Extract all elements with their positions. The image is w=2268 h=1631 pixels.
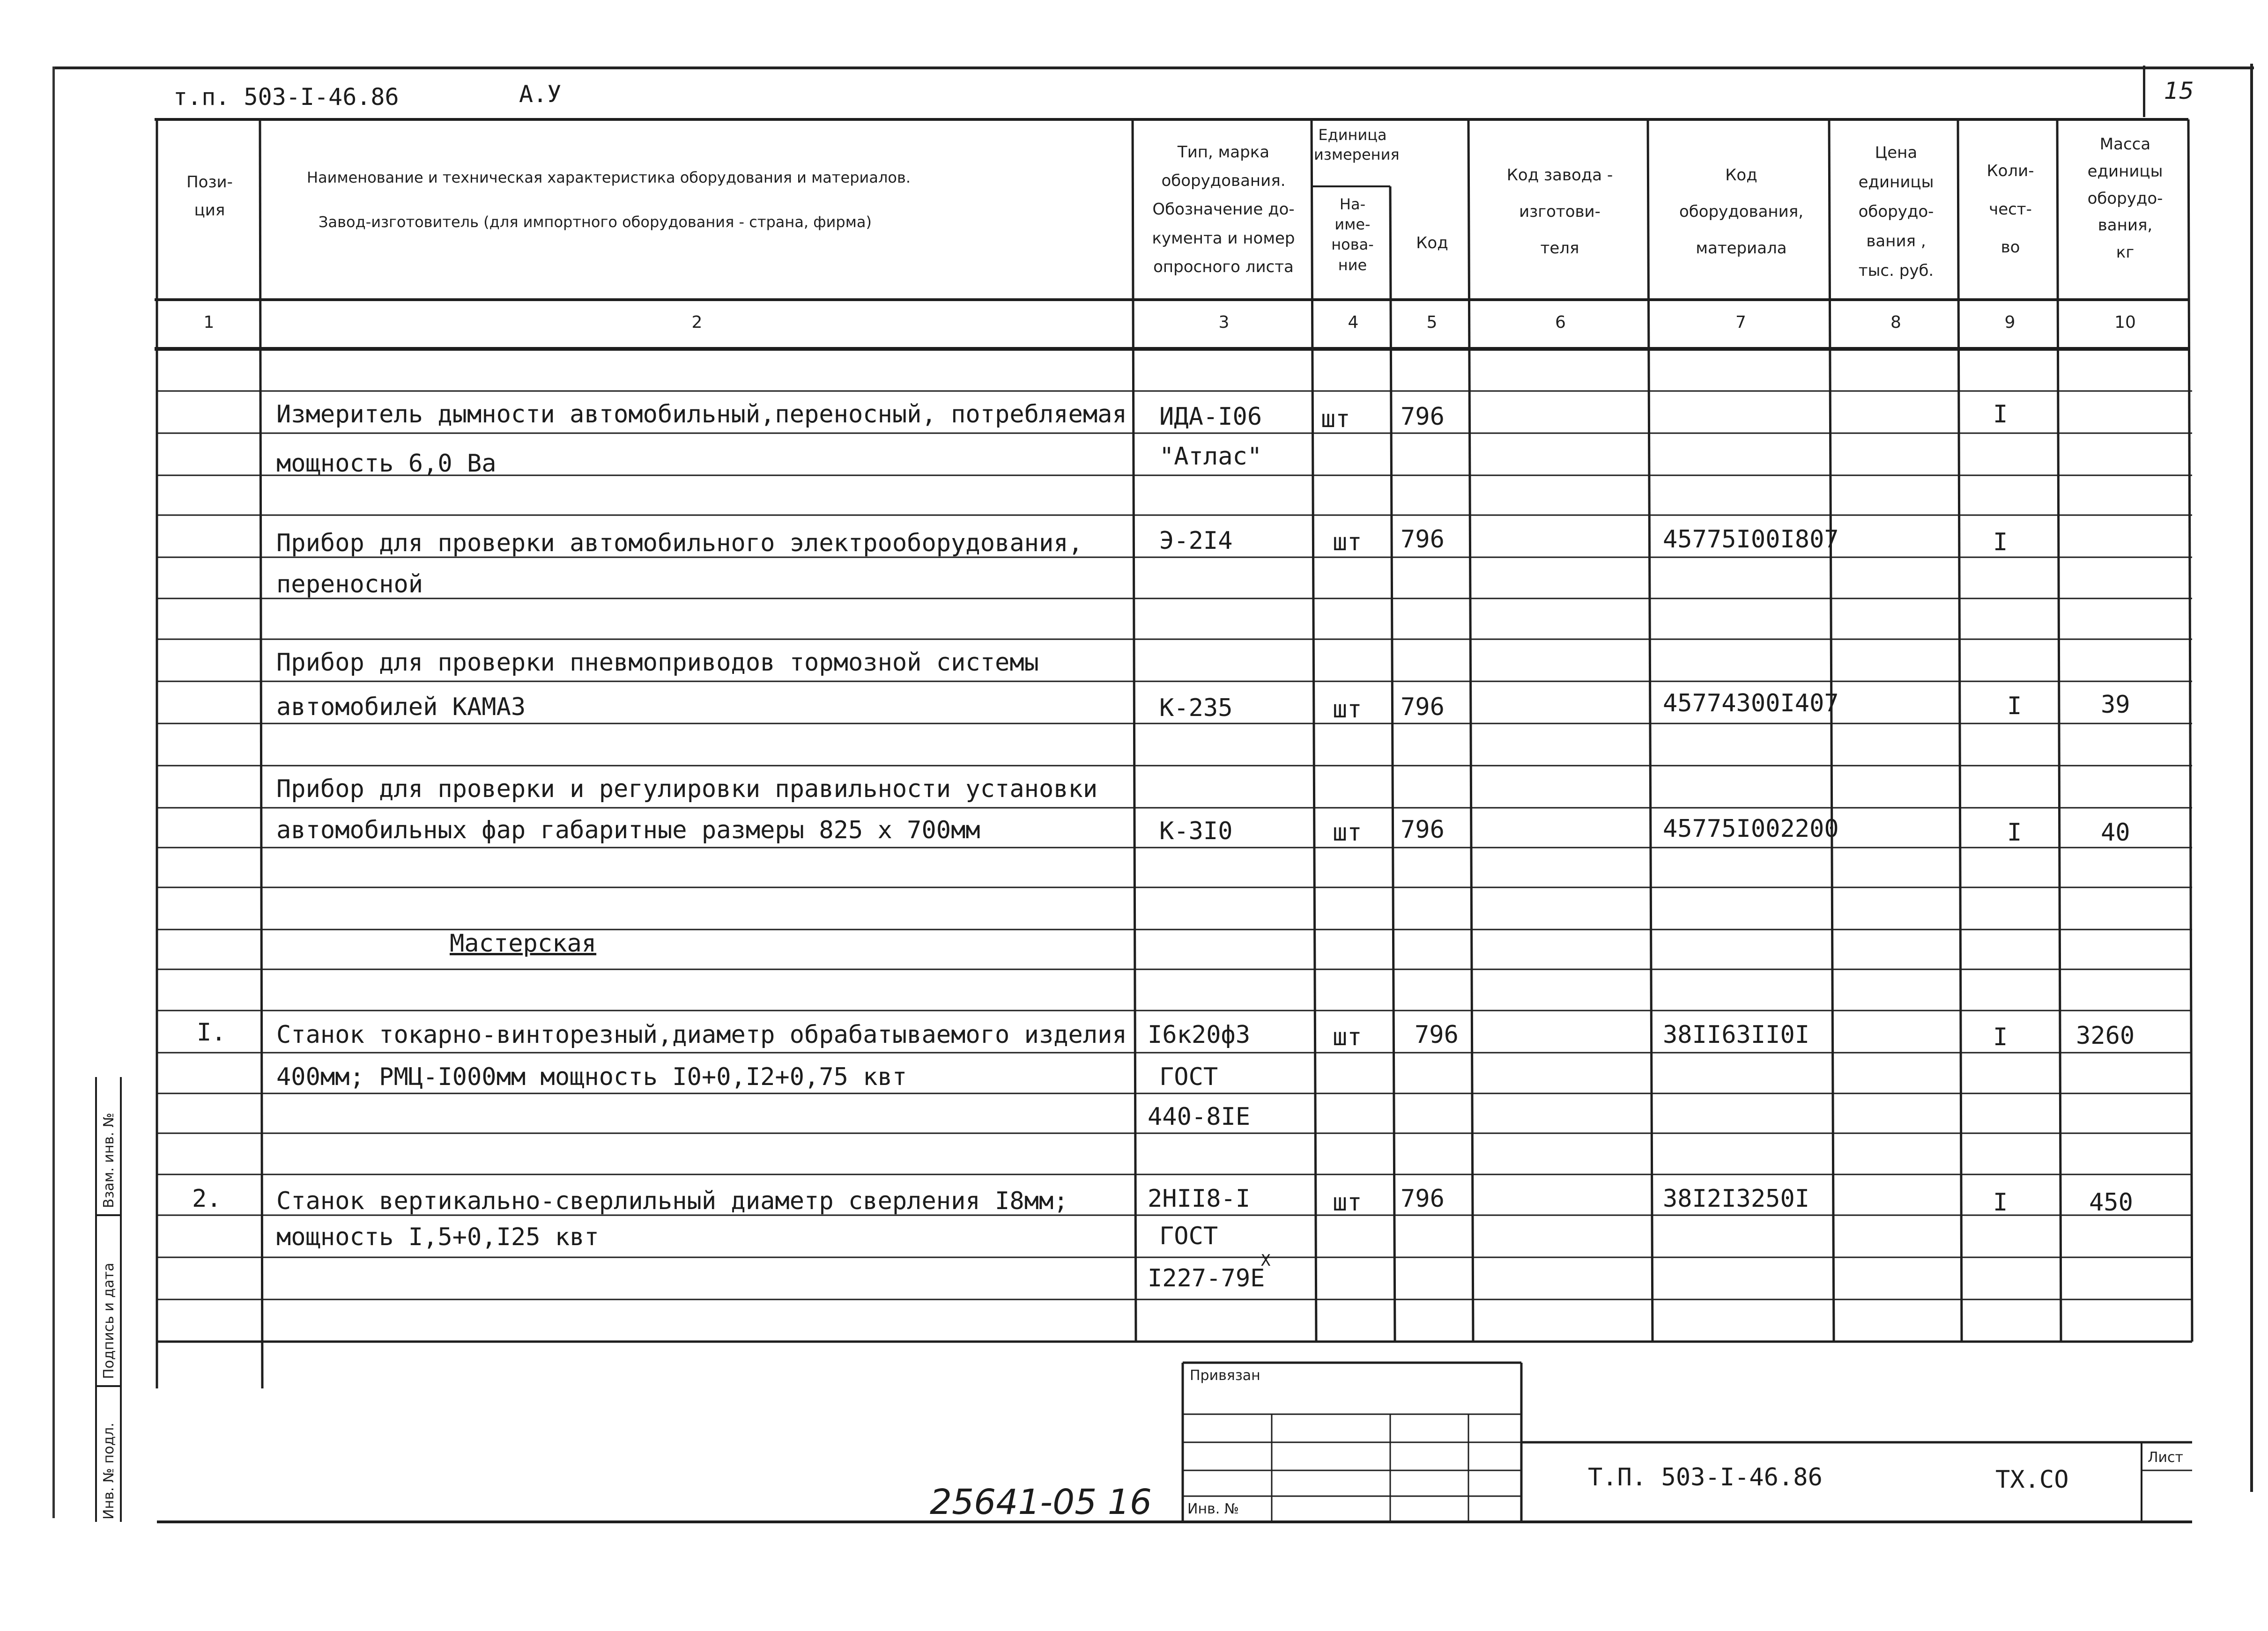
row5-type-3: 440-8IЕ <box>1148 1103 1251 1131</box>
row4-name-line2: автомобильных фар габаритные размеры 825 х 700мм <box>276 816 980 844</box>
row5-code: 796 <box>1415 1021 1459 1049</box>
row1-code: 796 <box>1401 403 1445 431</box>
col-header-factory-code: Код завода - изготови- теля <box>1506 166 1613 258</box>
row6-code: 796 <box>1401 1185 1445 1213</box>
row5-name-line2: 400мм; РМЦ-I000мм мощность I0+0,I2+0,75 квт <box>276 1063 907 1091</box>
row2-name-line1: Прибор для проверки автомобильного электрооборудования, <box>276 529 1083 557</box>
row5-position: I. <box>197 1018 226 1047</box>
row4-qty: I <box>2007 819 2022 847</box>
col-header-unit-code: Код <box>1416 234 1448 252</box>
handwritten-number: 25641-05 16 <box>930 1482 1152 1522</box>
row5-mass: 3260 <box>2076 1022 2135 1050</box>
col-number-4: 4 <box>1348 313 1359 332</box>
col-number-9: 9 <box>2004 313 2016 332</box>
col-number-3: 3 <box>1218 313 1230 332</box>
row6-unit: шт <box>1333 1188 1362 1217</box>
row3-code: 796 <box>1401 693 1445 721</box>
col-header-unit-name: На- име- нова- ние <box>1331 195 1374 274</box>
col-number-2: 2 <box>691 313 703 332</box>
row5-qty: I <box>1993 1023 2008 1051</box>
row1-type-1: ИДА-I06 <box>1159 403 1262 431</box>
row3-name-line1: Прибор для проверки пневмоприводов тормозной системы <box>276 649 1039 677</box>
stamp-doc-code: Т.П. 503-I-46.86 <box>1588 1463 1823 1491</box>
row4-unit: шт <box>1333 819 1362 847</box>
col-header-equipment-code: Код оборудования, материала <box>1679 166 1804 258</box>
row6-name-line2: мощность I,5+0,I25 квт <box>276 1223 599 1251</box>
row4-mass: 40 <box>2101 819 2130 847</box>
row6-mass: 450 <box>2089 1188 2133 1217</box>
row1-qty: I <box>1993 400 2008 428</box>
col-number-5: 5 <box>1426 313 1438 332</box>
row6-name-line1: Станок вертикально-сверлильный диаметр сверления I8мм; <box>276 1187 1068 1215</box>
row2-unit: шт <box>1333 528 1362 556</box>
row5-type-1: I6к20ф3 <box>1148 1021 1251 1049</box>
col-number-6: 6 <box>1555 313 1566 332</box>
col-number-10: 10 <box>2114 313 2136 332</box>
row6-type-3-superscript: Х <box>1261 1251 1271 1270</box>
section-title: Мастерская <box>450 930 597 958</box>
col-number-7: 7 <box>1735 313 1746 332</box>
stamp-privyazan: Привязан <box>1190 1367 1260 1384</box>
row2-type: Э-2I4 <box>1159 527 1233 555</box>
stamp-list-label: Лист <box>2148 1449 2184 1466</box>
side-podpis-data: Подпись и дата <box>101 1262 117 1379</box>
row6-type-3: I227-79Е <box>1148 1264 1265 1292</box>
col-number-1: 1 <box>203 313 215 332</box>
col-header-pos: Пози- ция <box>186 173 233 220</box>
row6-qty: I <box>1993 1188 2008 1217</box>
album-label: А.У <box>519 81 562 108</box>
col-header-qty: Коли- чест- во <box>1986 162 2034 257</box>
row1-unit: шт <box>1321 405 1350 433</box>
col-header-type: Тип, марка оборудования. Обозначение до- кумента и номер опросного листа <box>1152 143 1295 276</box>
stamp-inv-no: Инв. № <box>1187 1501 1239 1517</box>
row3-type: К-235 <box>1159 694 1233 722</box>
row6-type-1: 2НII8-I <box>1148 1185 1251 1213</box>
row4-name-line1: Прибор для проверки и регулировки правильности установки <box>276 775 1098 803</box>
col-number-8: 8 <box>1890 313 1901 332</box>
row3-unit: шт <box>1333 695 1362 723</box>
row4-code: 796 <box>1401 816 1445 844</box>
row1-name-line1: Измеритель дымности автомобильный,переносный, потребляемая <box>276 400 1127 428</box>
row1-type-2: "Атлас" <box>1159 443 1262 471</box>
row3-name-line2: автомобилей КАМАЗ <box>276 693 526 721</box>
col-header-price: Цена единицы оборудо- вания , тыс. руб. <box>1858 143 1934 280</box>
doc-code-top: т.п. 503-I-46.86 <box>173 83 399 111</box>
col-header-name-2: Завод-изготовитель (для импортного оборудования - страна, фирма) <box>319 213 872 231</box>
col-header-unit-group: Единица измерения <box>1314 126 1400 163</box>
row5-type-2: ГОСТ <box>1159 1063 1218 1091</box>
side-inv-podl: Инв. № подл. <box>101 1423 117 1520</box>
row2-equipment-code: 45775I00I807 <box>1663 525 1839 554</box>
row6-position: 2. <box>192 1185 222 1213</box>
row5-equipment-code: 38II63II0I <box>1663 1021 1810 1049</box>
row4-equipment-code: 45775I002200 <box>1663 815 1839 843</box>
row4-type: К-3I0 <box>1159 817 1233 845</box>
row2-qty: I <box>1993 528 2008 556</box>
row3-equipment-code: 45774300I407 <box>1663 689 1839 717</box>
page-number: 15 <box>2164 77 2194 104</box>
row2-name-line2: переносной <box>276 570 423 598</box>
stamp-sheet-code: ТХ.СО <box>1995 1466 2069 1494</box>
row6-equipment-code: 38I2I3250I <box>1663 1185 1810 1213</box>
col-header-name-1: Наименование и техническая характеристика оборудования и материалов. <box>307 169 911 186</box>
side-vzam-inv: Взам. инв. № <box>101 1113 117 1208</box>
row3-qty: I <box>2007 692 2022 720</box>
row5-unit: шт <box>1333 1023 1362 1051</box>
row5-name-line1: Станок токарно-винторезный,диаметр обрабатываемого изделия <box>276 1021 1127 1049</box>
row1-name-line2: мощность 6,0 Ва <box>276 450 497 478</box>
row2-code: 796 <box>1401 525 1445 554</box>
row6-type-2: ГОСТ <box>1159 1222 1218 1250</box>
row3-mass: 39 <box>2101 691 2130 719</box>
col-header-mass: Масса единицы оборудо- вания, кг <box>2087 135 2163 262</box>
